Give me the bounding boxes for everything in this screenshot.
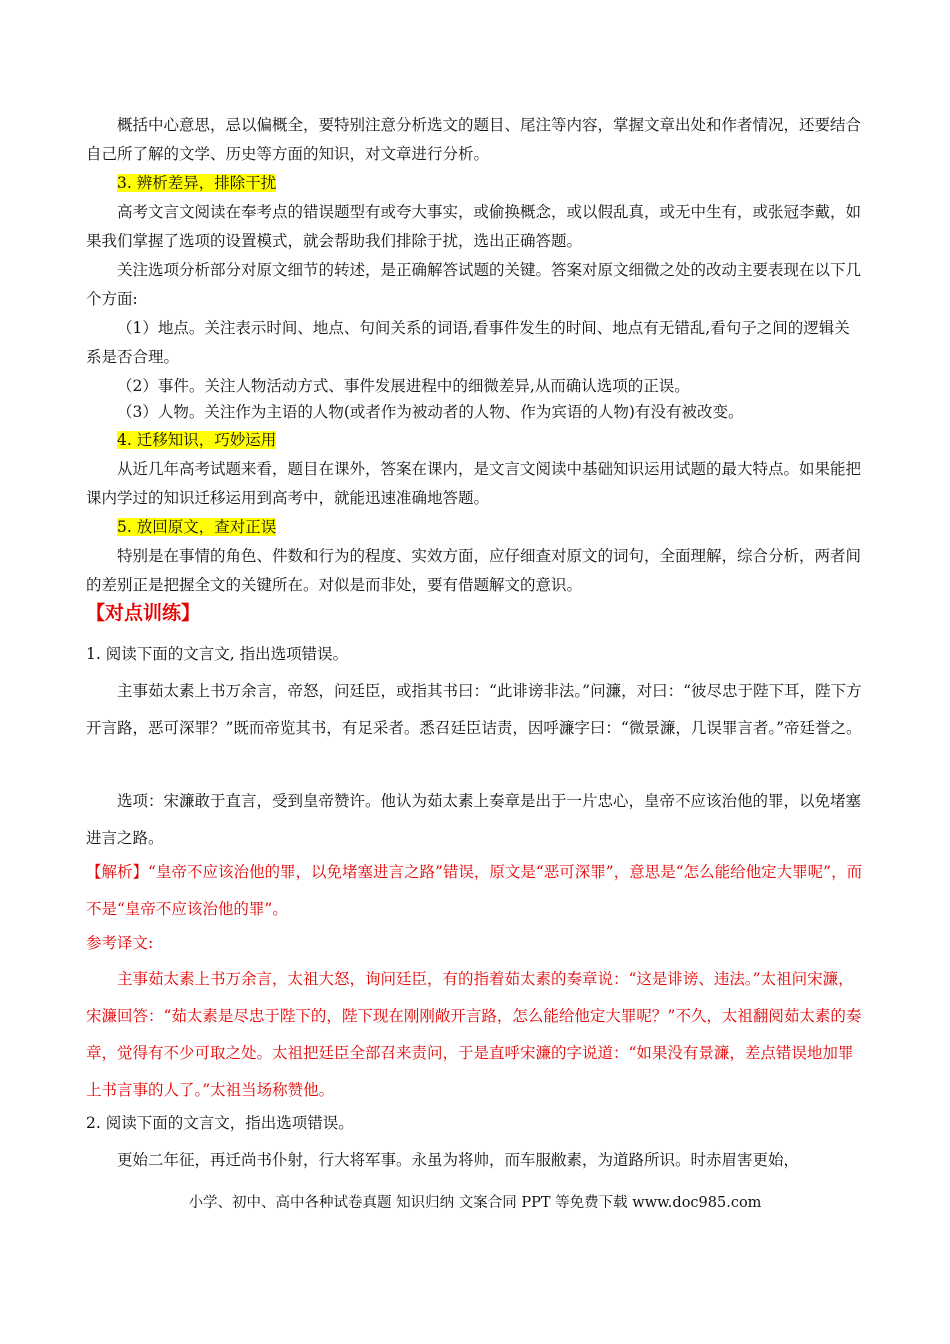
paragraph-transfer: 从近几年高考试题来看，题目在课外，答案在课内，是文言文阅读中基础知识运用试题的最大特点。如果能把课内学过的知识迁移运用到高考中，就能迅速准确地答题。 bbox=[86, 460, 862, 507]
list-item-event: （2）事件。关注人物活动方式、事件发展进程中的细微差异,从而确认选项的正误。 bbox=[117, 377, 690, 395]
paragraph-check: 特别是在事情的角色、件数和行为的程度、实效方面，应仔细查对原文的词句，全面理解，综合分析，两者间的差别正是把握全文的关键所在。对似是而非处，要有借题解文的意识。 bbox=[86, 547, 862, 594]
question-1-passage: 主事茹太素上书万余言，帝怒，问廷臣，或指其书曰：“此诽谤非法。”问濂，对曰：“彼尽忠于陛下耳，陛下方开言路，恶可深罪？”既而帝览其书，有足采者。悉召廷臣诘责，因呼濂字曰：“微景濂，几误罪言者。”帝廷誉之。 bbox=[86, 682, 862, 737]
translation-text: 主事茹太素上书万余言，太祖大怒，询问廷臣，有的指着茹太素的奏章说：“这是诽谤、违法。”太祖问宋濂，宋濂回答：“茹太素是尽忠于陛下的，陛下现在刚刚敞开言路，怎么能给他定大罪呢？”不久，太祖翻阅茹太素的奏章，觉得有不少可取之处。太祖把廷臣全部召来责问，于是直呼宋濂的字说道：“如果没有景濂，差点错误地加罪上书言事的人了。”太祖当场称赞他。 bbox=[86, 970, 862, 1099]
section-title: 【对点训练】 bbox=[86, 602, 201, 624]
question-1-prompt: 1. 阅读下面的文言文, 指出选项错误。 bbox=[86, 645, 349, 663]
heading-4-text: 4. 迁移知识，巧妙运用 bbox=[117, 431, 277, 449]
list-item-person: （3）人物。关注作为主语的人物(或者作为被动者的人物、作为宾语的人物)有没有被改变。 bbox=[117, 403, 744, 421]
paragraph-differences: 高考文言文阅读在奉考点的错误题型有或夸大事实，或偷换概念，或以假乱真，或无中生有，或张冠李戴，如果我们掌握了选项的设置模式，就会帮助我们排除于扰，选出正确答题。 bbox=[86, 203, 862, 250]
page-footer: 小学、初中、高中各种试卷真题 知识归纳 文案合同 PPT 等免费下载 www.doc985.com bbox=[188, 1195, 762, 1211]
list-item-location: （1）地点。关注表示时间、地点、句间关系的词语,看事件发生的时间、地点有无错乱,看句子之间的逻辑关系是否合理。 bbox=[86, 319, 850, 366]
question-2-passage: 更始二年征，再迁尚书仆射，行大将军事。永虽为将帅，而车服敝素，为道路所识。时赤眉害更始， bbox=[117, 1151, 800, 1169]
question-2-prompt: 2. 阅读下面的文言文，指出选项错误。 bbox=[86, 1114, 354, 1132]
heading-4 bbox=[86, 426, 864, 455]
heading-3-text: 3. 辨析差异，排除干扰 bbox=[117, 174, 277, 192]
heading-5-text: 5. 放回原文，查对正误 bbox=[117, 518, 277, 536]
question-1-option: 选项：宋濂敢于直言，受到皇帝赞许。他认为茹太素上奏章是出于一片忠心，皇帝不应该治他的罪，以免堵塞进言之路。 bbox=[86, 792, 862, 847]
paragraph-details: 关注选项分析部分对原文细节的转述，是正确解答试题的关键。答案对原文细微之处的改动主要表现在以下几个方面: bbox=[86, 261, 862, 308]
heading-3 bbox=[86, 169, 864, 198]
analysis-text: “皇帝不应该治他的罪，以免堵塞进言之路”错误，原文是“恶可深罪”，意思是“怎么能给他定大罪呢”，而不是“皇帝不应该治他的罪”。 bbox=[86, 863, 863, 918]
paragraph-summary: 概括中心意思，忌以偏概全，要特别注意分析选文的题目、尾注等内容，掌握文章出处和作者情况，还要结合自己所了解的文学、历史等方面的知识，对文章进行分析。 bbox=[86, 116, 862, 163]
analysis bbox=[86, 854, 864, 928]
analysis-label: 【解析】 bbox=[86, 863, 149, 881]
heading-5 bbox=[86, 513, 864, 542]
translation-label: 参考译文: bbox=[86, 934, 154, 952]
